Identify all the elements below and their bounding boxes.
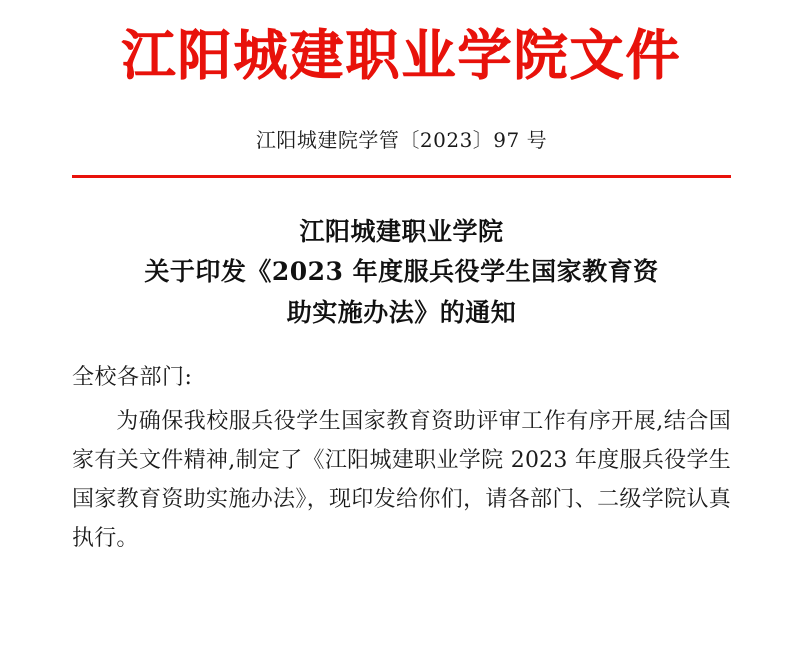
document-title [96,212,707,334]
body-paragraph-1 [72,402,731,559]
red-divider-rule [72,175,731,178]
title-line-1: 江阳城建职业学院 [299,216,504,246]
document-body [72,359,731,558]
body-paragraph-1-text: 为确保我校服兵役学生国家教育资助评审工作有序开展,结合国家有关文件精神,制定了《江阳城建职业学院 2023 年度服兵役学生国家教育资助实施办法》，现印发给你们，请各部门、二级学院认真执行。 [72,408,731,552]
title-line-2: 关于印发《2023 年度服兵役学生国家教育资 [144,257,659,287]
title-line-3: 助实施办法》的通知 [286,297,517,327]
masthead-title: 江阳城建职业学院文件 [121,23,682,87]
salutation: 全校各部门: [72,365,193,391]
document-number: 江阳城建院学管〔2023〕97 号 [255,127,548,152]
masthead [0,0,803,88]
